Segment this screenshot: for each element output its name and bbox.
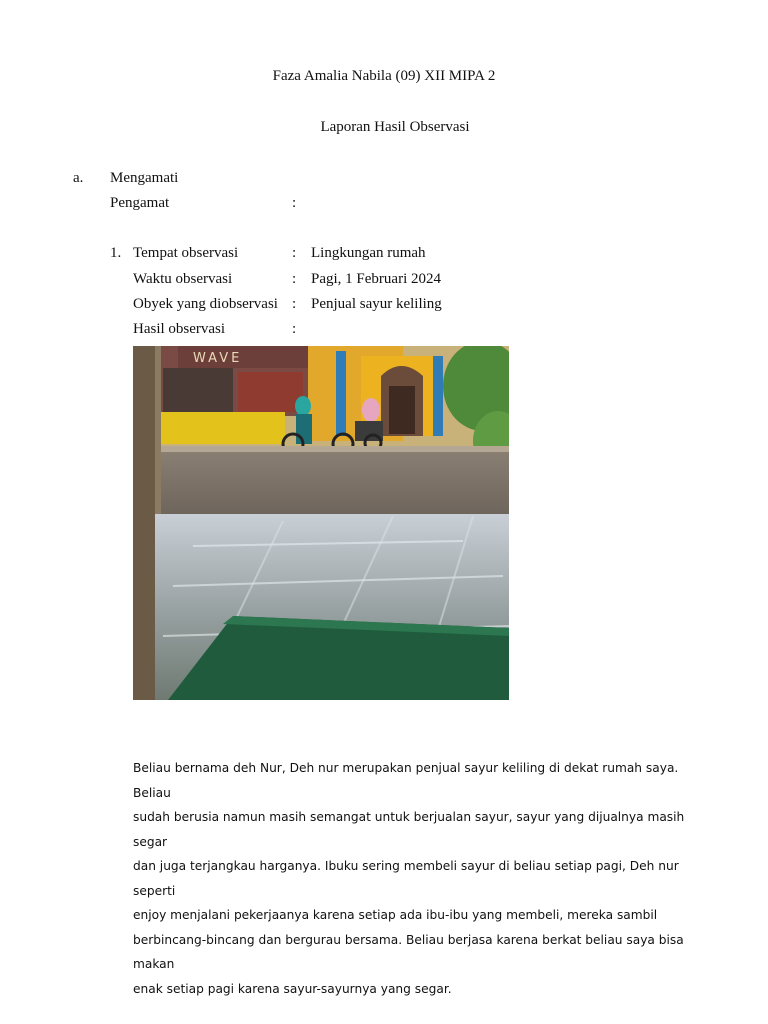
- observer-label: Pengamat: [110, 195, 170, 211]
- object-colon: :: [292, 296, 297, 312]
- time-colon: :: [292, 271, 297, 287]
- observation-paragraph: [133, 756, 693, 1001]
- object-value: Penjual sayur keliling: [311, 296, 442, 312]
- shop-sign-text: WAVE: [193, 351, 243, 366]
- paragraph-line: berbincang-bincang dan bergurau bersama. Beliau berjasa karena berkat beliau saya bisa makan: [133, 932, 684, 971]
- paragraph-line: sudah berusia namun masih semangat untuk berjualan sayur, sayur yang dijualnya masih segar: [133, 810, 685, 849]
- place-colon: :: [292, 245, 297, 261]
- time-value: Pagi, 1 Februari 2024: [311, 271, 441, 287]
- paragraph-line: Beliau bernama deh Nur, Deh nur merupakan penjual sayur keliling di dekat rumah saya. Beliau: [133, 761, 679, 800]
- place-value: Lingkungan rumah: [311, 245, 426, 261]
- section-marker: a.: [73, 170, 84, 186]
- paragraph-line: dan juga terjangkau harganya. Ibuku sering membeli sayur di beliau setiap pagi, Deh nur seperti: [133, 859, 679, 898]
- result-colon: :: [292, 321, 297, 337]
- time-label: Waktu observasi: [133, 271, 233, 287]
- paragraph-line: enak setiap pagi karena sayur-sayurnya yang segar.: [133, 981, 452, 996]
- observer-colon: :: [292, 195, 297, 211]
- paragraph-line: enjoy menjalani pekerjaanya karena setiap ada ibu-ibu yang membeli, mereka sambil: [133, 908, 658, 922]
- result-label: Hasil observasi: [133, 321, 226, 337]
- observation-photo: [133, 346, 509, 700]
- section-heading: Mengamati: [110, 170, 179, 186]
- author-line: Faza Amalia Nabila (09) XII MIPA 2: [272, 68, 496, 84]
- report-title: Laporan Hasil Observasi: [320, 119, 470, 135]
- object-label: Obyek yang diobservasi: [133, 296, 278, 312]
- item-number: 1.: [110, 245, 122, 261]
- place-label: Tempat observasi: [133, 245, 239, 261]
